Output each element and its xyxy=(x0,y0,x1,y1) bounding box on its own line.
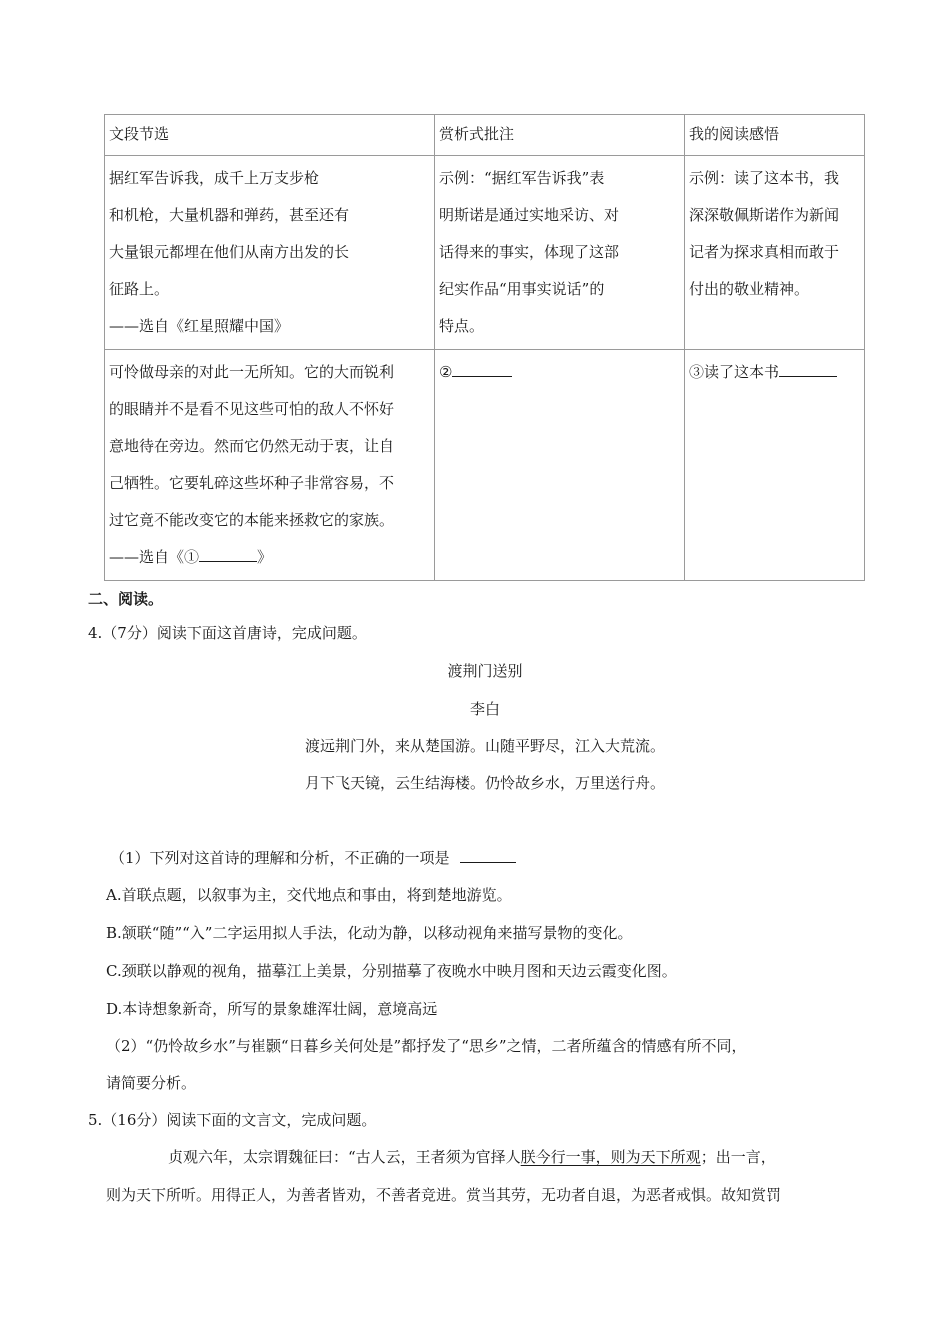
classical-text-part: 贞观六年，太宗谓魏征曰：“古人云，王者须为官择人 xyxy=(168,1148,521,1166)
question-4-2: （2）“仍怜故乡水”与崔颢“日暮乡关何处是”都抒发了“思乡”之情，二者所蕴含的情感有所不同， xyxy=(106,1037,747,1055)
source-suffix: 》 xyxy=(257,548,273,566)
section-title: 二、阅读。 xyxy=(88,590,164,608)
option-a: A.首联点题，以叙事为主，交代地点和事由，将到楚地游览。 xyxy=(106,886,512,904)
question-4-1 xyxy=(110,847,516,868)
row1-comment xyxy=(435,156,685,350)
reflection-line: 记者为探求真相而敢于 xyxy=(689,243,840,261)
excerpt-line: 可怜做母亲的对此一无所知。它的大而锐利 xyxy=(109,363,395,381)
table-header-row xyxy=(105,115,865,156)
question-4-2-cont: 请简要分析。 xyxy=(106,1074,197,1092)
comment-line: 话得来的事实，体现了这部 xyxy=(439,243,620,261)
option-d: D.本诗想象新奇，所写的景象雄浑壮阔，意境高远 xyxy=(106,1000,438,1018)
answer-blank-1[interactable] xyxy=(199,543,257,562)
row2-comment xyxy=(435,350,685,581)
reflection-line: 付出的敬业精神。 xyxy=(689,280,810,298)
comment-line: 纪实作品“用事实说话”的 xyxy=(439,280,605,298)
classical-text-part: ；出一言， xyxy=(700,1148,776,1166)
poem-line: 渡远荆门外，来从楚国游。山随平野尽，江入大荒流。 xyxy=(304,737,665,755)
excerpt-line: 意地待在旁边。然而它仍然无动于衷，让自 xyxy=(109,437,395,455)
excerpt-source xyxy=(109,539,430,576)
question-5-stem: 5.（16分）阅读下面的文言文，完成问题。 xyxy=(88,1111,377,1129)
poem-line: 月下飞天镜，云生结海楼。仍怜故乡水，万里送行舟。 xyxy=(304,774,665,792)
row2-excerpt xyxy=(105,350,435,581)
classical-text-line xyxy=(168,1146,776,1167)
row1-excerpt xyxy=(105,156,435,350)
excerpt-line: 据红军告诉我，成千上万支步枪 xyxy=(109,169,320,187)
option-b: B.颔联“随”“入”二字运用拟人手法，化动为静，以移动视角来描写景物的变化。 xyxy=(106,924,633,942)
reading-notes-table xyxy=(104,114,865,581)
poem-author: 李白 xyxy=(469,700,500,718)
reflection-line: 深深敬佩斯诺作为新闻 xyxy=(689,206,840,224)
reflection-line: 示例：读了这本书，我 xyxy=(689,169,840,187)
header-comment: 赏析式批注 xyxy=(435,115,685,156)
answer-blank-3[interactable] xyxy=(779,358,837,377)
excerpt-line: 过它竟不能改变它的本能来拯救它的家族。 xyxy=(109,511,395,529)
excerpt-line: 的眼睛并不是看不见这些可怕的敌人不怀好 xyxy=(109,400,395,418)
reflection-prefix: ③读了这本书 xyxy=(689,363,780,381)
excerpt-line: 大量银元都埋在他们从南方出发的长 xyxy=(109,243,350,261)
excerpt-line: 己牺牲。它要轧碎这些坏种子非常容易，不 xyxy=(109,474,395,492)
comment-prefix: ② xyxy=(439,363,453,381)
header-excerpt: 文段节选 xyxy=(105,115,435,156)
comment-line: 明斯诺是通过实地采访、对 xyxy=(439,206,620,224)
row1-reflection xyxy=(685,156,865,350)
poem-title: 渡荆门送别 xyxy=(447,662,523,680)
answer-blank-2[interactable] xyxy=(452,358,512,377)
table-row xyxy=(105,156,865,350)
excerpt-line: 和机枪，大量机器和弹药，甚至还有 xyxy=(109,206,350,224)
comment-line: 特点。 xyxy=(439,317,485,335)
excerpt-source: ——选自《红星照耀中国》 xyxy=(109,317,290,335)
underlined-sentence: 朕今行一事，则为天下所观 xyxy=(520,1148,701,1166)
table-row xyxy=(105,350,865,581)
classical-text-line: 则为天下所听。用得正人，为善者皆劝，不善者竞进。赏当其劳，无功者自退，为恶者戒惧。故知赏罚 xyxy=(106,1186,782,1204)
question-4-1-text: （1）下列对这首诗的理解和分析，不正确的一项是 xyxy=(110,849,450,867)
source-prefix: ——选自《① xyxy=(109,548,200,566)
header-reflection: 我的阅读感悟 xyxy=(685,115,865,156)
excerpt-line: 征路上。 xyxy=(109,280,170,298)
question-4-stem: 4.（7分）阅读下面这首唐诗，完成问题。 xyxy=(88,624,367,642)
option-c: C.颈联以静观的视角，描摹江上美景，分别描摹了夜晚水中映月图和天边云霞变化图。 xyxy=(106,962,677,980)
comment-line: 示例：“据红军告诉我”表 xyxy=(439,169,605,187)
row2-reflection xyxy=(685,350,865,581)
answer-blank-4-1[interactable] xyxy=(460,848,516,863)
